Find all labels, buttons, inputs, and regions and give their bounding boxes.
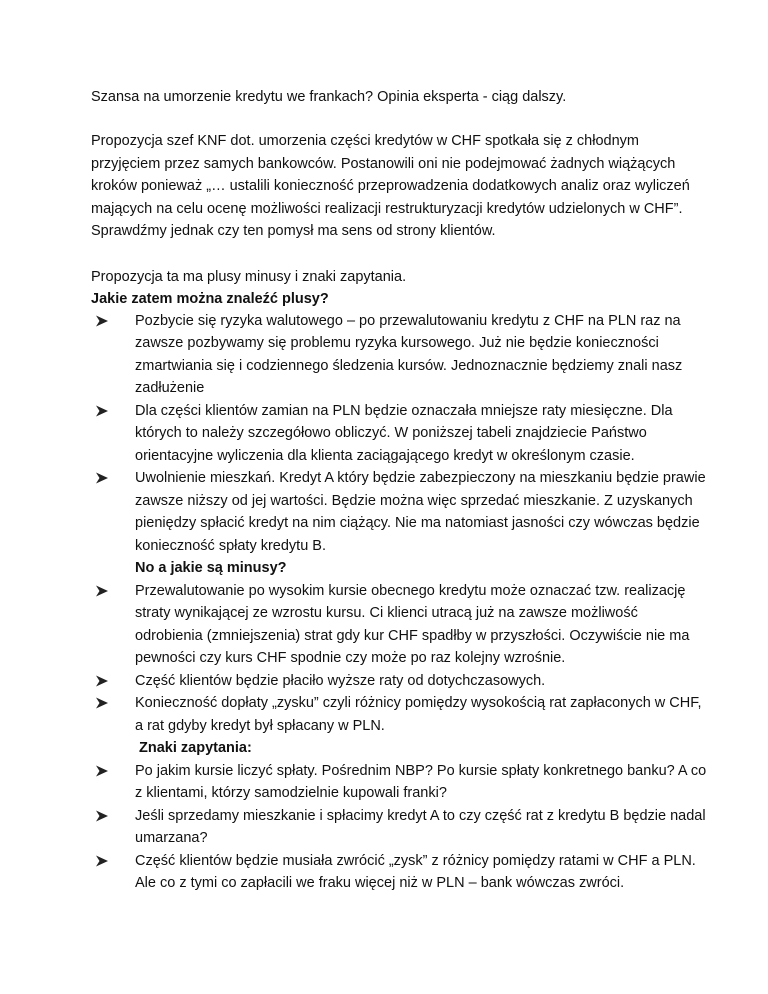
arrowhead-bullet-icon xyxy=(95,467,111,489)
list-item-text: Jeśli sprzedamy mieszkanie i spłacimy kredyt A to czy część rat z kredytu B będzie nadal umarzana? xyxy=(135,807,706,846)
list-item xyxy=(91,580,708,670)
arrowhead-bullet-icon xyxy=(95,400,111,422)
list-item-text: Przewalutowanie po wysokim kursie obecnego kredytu może oznaczać tzw. realizację straty wynikającej ze wzrostu kursu. Ci klienci utracą już na zawsze możliwość odrobienia (zmniejszenia) strat gdy kur CHF spadłby w przyszłości. Oczywiście nie ma pewności czy kurs CHF spodnie czy może po raz kolejny wzrośnie. xyxy=(135,582,690,666)
arrowhead-bullet-icon xyxy=(95,692,111,714)
list-item-text: Dla części klientów zamian na PLN będzie oznaczała mniejsze raty miesięczne. Dla których to należy szczegółowo obliczyć. W poniższej tabeli znajdziecie Państwo orientacyjne wyliczenia dla klienta zaciągającego kredyt w określonym czasie. xyxy=(135,402,673,464)
list-item xyxy=(91,310,708,400)
list-item xyxy=(91,692,708,737)
arrowhead-bullet-icon xyxy=(95,670,111,692)
arrowhead-bullet-icon xyxy=(95,850,111,872)
list-item-text: Konieczność dopłaty „zysku” czyli różnicy pomiędzy wysokością rat zapłaconych w CHF, a rat gdyby kredyt był spłacany w PLN. xyxy=(135,695,702,734)
list-item xyxy=(91,400,708,468)
list-item xyxy=(91,850,708,895)
document-title: Szansa na umorzenie kredytu we frankach? Opinia eksperta - ciąg dalszy. xyxy=(91,89,567,105)
list-item-text: Pozbycie się ryzyka walutowego – po przewalutowaniu kredytu z CHF na PLN raz na zawsze pozbywamy się problemu ryzyka kursowego. Już nie będzie konieczności zmartwiania się i codziennego śledzenia kursów. Jednoznacznie będziemy znali nasz zadłużenie xyxy=(135,312,683,396)
list-item-text: Część klientów będzie płaciło wyższe raty od dotychczasowych. xyxy=(135,672,546,689)
list-item xyxy=(91,760,708,805)
list-item xyxy=(91,805,708,850)
arrowhead-bullet-icon xyxy=(95,310,111,332)
question-list xyxy=(91,760,708,895)
arrowhead-bullet-icon xyxy=(95,580,111,602)
list-item-text: Uwolnienie mieszkań. Kredyt A który będzie zabezpieczony na mieszkaniu będzie prawie zawsze niższy od jej wartości. Będzie można więc sprzedać mieszkanie. Z uzyskanych pieniędzy spłacić kredyt na nim ciążący. Nie ma natomiast jasności czy wówczas będzie konieczność spłaty kredytu B. xyxy=(135,470,706,554)
list-item xyxy=(91,467,708,557)
plus-list xyxy=(91,310,708,558)
list-item xyxy=(91,670,708,693)
plus-heading: Jakie zatem można znaleźć plusy? xyxy=(91,290,329,307)
intro-paragraph: Propozycja szef KNF dot. umorzenia części kredytów w CHF spotkała się z chłodnym przyjęciem przez samych bankowców. Postanowili oni nie podejmować żadnych wiążących kroków ponieważ „… ustalili konieczność przeprowadzenia dodatkowych analiz oraz wyliczeń mających na celu ocenę możliwości realizacji restrukturyzacji kredytów udzielonych w CHF”. Sprawdźmy jednak czy ten pomysł ma sens od strony klientów. xyxy=(91,133,690,239)
list-item-text: Po jakim kursie liczyć spłaty. Pośrednim NBP? Po kursie spłaty konkretnego banku? A co z klientami, którzy samodzielnie kupowali franki? xyxy=(135,762,707,801)
minus-heading: No a jakie są minusy? xyxy=(135,560,287,576)
arrowhead-bullet-icon xyxy=(95,805,111,827)
list-item-text: Część klientów będzie musiała zwrócić „zysk” z różnicy pomiędzy ratami w CHF a PLN. Ale co z tymi co zapłacili we fraku więcej niż w PLN – bank wówczas zwróci. xyxy=(135,852,696,891)
arrowhead-bullet-icon xyxy=(95,760,111,782)
lead-sentence: Propozycja ta ma plusy minusy i znaki zapytania. xyxy=(91,268,407,285)
question-heading: Znaki zapytania: xyxy=(139,740,252,756)
minus-list xyxy=(91,580,708,738)
